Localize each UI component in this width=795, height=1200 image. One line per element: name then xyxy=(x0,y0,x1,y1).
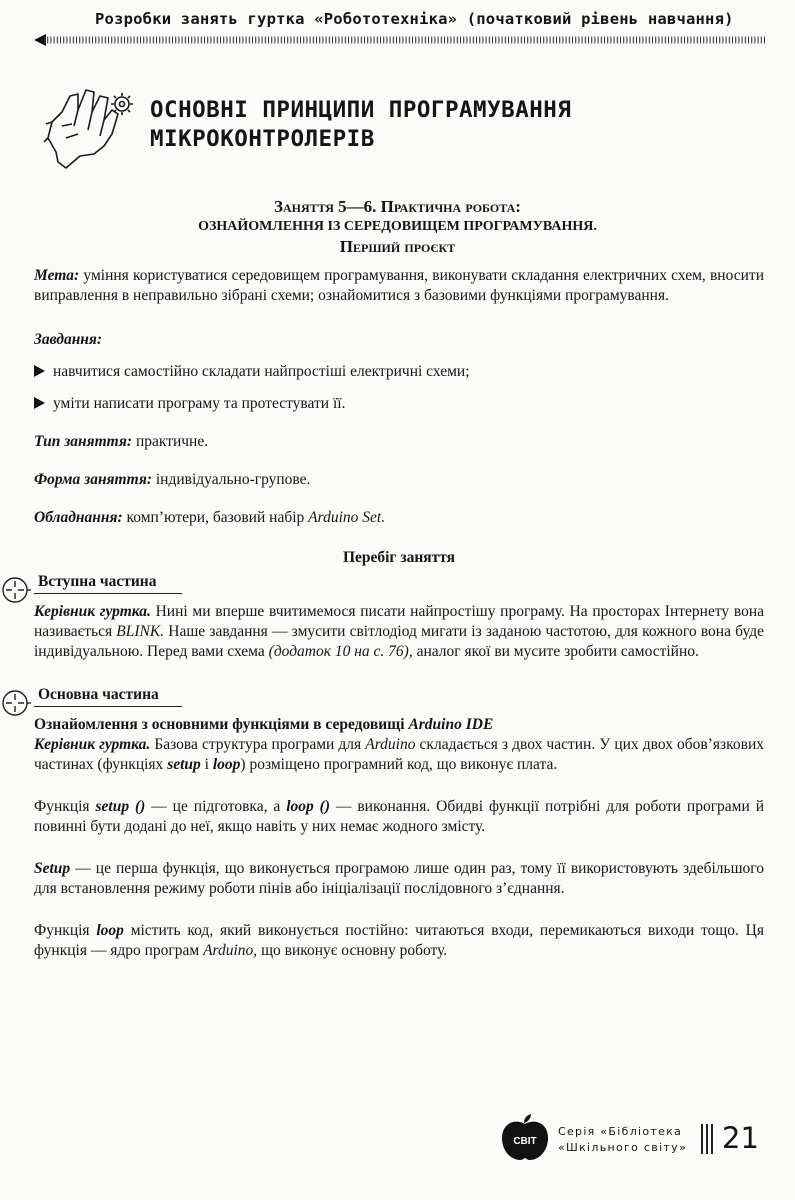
intro-paragraph: Керівник гуртка. Нині ми вперше вчитимемося писати найпростішу програму. На просторах Інтернету вона називається BLINK. Наше завдання — змусити світлодіод мигати із заданою частотою, для кожного вона буде індивідуальною. Перед вами схема (додаток 10 на с. 76), аналог якої ви мусите зробити самостійно. xyxy=(34,603,765,660)
lesson-body xyxy=(34,266,764,961)
crosshair-circle-icon xyxy=(1,688,31,718)
main-paragraph-1: Керівник гуртка. Базова структура програми для Arduino складається з двох частин. У цих двох обов’язкових частинах (функціях setup і loop) розміщено програмний код, що виконує плата. xyxy=(34,736,764,773)
running-header: Розробки занять гуртка «Робототехніка» (початковий рівень навчання) xyxy=(95,10,734,28)
series-line-1: Серія «Бібліотека xyxy=(558,1125,683,1138)
goal-text: уміння користуватися середовищем програмування, виконувати складання електричних схем, вносити виправлення в неправильно зібрані схеми; ознайомитися з базовими функціями програмування. xyxy=(34,267,764,304)
main-section-header xyxy=(34,685,764,707)
task-item: навчитися самостійно складати найпростіші електричні схеми; xyxy=(34,362,764,382)
progress-heading: Перебіг заняття xyxy=(342,549,456,566)
equipment-line: Обладнання: комп’ютери, базовий набір Arduino Set. xyxy=(34,509,386,526)
main-paragraph-4: Функція loop містить код, який виконується постійно: читаються входи, перемикаються виходи тощо. Ця функція — ядро програм Arduino, що виконує основну роботу. xyxy=(34,922,764,959)
goal-label: Мета: xyxy=(34,267,80,284)
lesson-title-line3: Перший проєкт xyxy=(339,237,456,256)
intro-section-title: Вступна частина xyxy=(38,573,157,590)
main-paragraph-2: Функція setup () — це підготовка, а loop () — виконання. Обидві функції потрібні для роботи програми й повинні бути додані до неї, якщо навіть у них немає жодного змісту. xyxy=(34,798,765,835)
page-number: 21 xyxy=(722,1121,759,1155)
apple-logo-icon xyxy=(498,1112,552,1162)
lesson-heading xyxy=(60,197,735,257)
bullet-triangle-icon xyxy=(34,397,45,409)
crosshair-circle-icon xyxy=(1,575,31,605)
logo-text: СВІТ xyxy=(513,1136,537,1147)
series-line-2: «Шкільного світу» xyxy=(558,1141,687,1154)
tasks-label: Завдання: xyxy=(34,331,103,348)
chapter-title-line1: ОСНОВНІ ПРИНЦИПИ ПРОГРАМУВАННЯ xyxy=(150,97,572,123)
section-underline xyxy=(34,593,182,594)
task-item: уміти написати програму та протестувати її. xyxy=(34,394,764,414)
footer-bars xyxy=(700,1124,714,1154)
form-line: Форма заняття: індивідуально-групове. xyxy=(34,471,311,488)
intro-section-header xyxy=(34,572,764,594)
section-underline xyxy=(34,706,182,707)
lesson-title-line2: ОЗНАЙОМЛЕННЯ ІЗ СЕРЕДОВИЩЕМ ПРОГРАМУВАННЯ. xyxy=(198,219,597,234)
lesson-title-line1: Заняття 5—6. Практична робота: xyxy=(274,197,521,216)
bullet-triangle-icon xyxy=(34,365,45,377)
series-label xyxy=(558,1124,694,1156)
main-section-title: Основна частина xyxy=(38,686,159,703)
header-arrow-rule xyxy=(34,33,766,47)
chapter-title-line2: МІКРОКОНТРОЛЕРІВ xyxy=(150,126,375,152)
goal-paragraph xyxy=(34,266,764,306)
robot-hand-gear-icon xyxy=(42,82,138,172)
main-paragraph-3: Setup — це перша функція, що виконується програмою лише один раз, тому її використовують здебільшого для встановлення режиму роботи пінів або ініціалізації послідовного з’єднання. xyxy=(34,860,764,897)
type-line: Тип заняття: практичне. xyxy=(34,433,209,450)
chapter-title xyxy=(150,96,750,154)
main-subheading: Ознайомлення з основними функціями в середовищі Arduino IDE xyxy=(34,716,494,733)
